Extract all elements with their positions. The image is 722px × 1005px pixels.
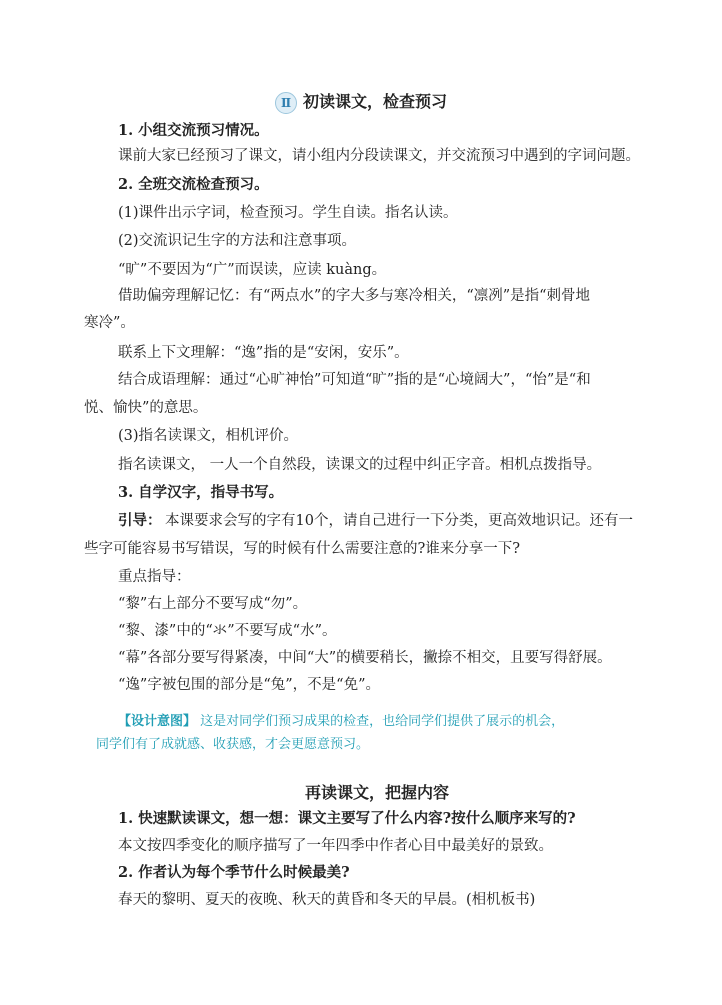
step-heading: 3. 自学汉字，指导书写。	[118, 484, 284, 501]
step-heading: 2. 作者认为每个季节什么时候最美?	[118, 864, 350, 881]
step-heading: 2. 全班交流检查预习。	[118, 176, 269, 193]
design-intent-text: 这是对同学们预习成果的检查，也给同学们提供了展示的机会，	[200, 714, 565, 729]
paragraph-line: 课前大家已经预习了课文，请小组内分段读课文，并交流预习中遇到的字词问题。	[118, 148, 640, 164]
paragraph-line: 寒冷”。	[84, 315, 135, 331]
paragraph-line: 联系上下文理解：“逸”指的是“安闲，安乐”。	[118, 345, 409, 361]
paragraph-line: (2)交流识记生字的方法和注意事项。	[118, 233, 357, 249]
section-title: 初读课文，检查预习	[303, 92, 448, 111]
paragraph-line: 些字可能容易书写错误，写的时候有什么需要注意的?谁来分享一下?	[84, 541, 521, 557]
step-heading: 1. 小组交流预习情况。	[118, 122, 269, 139]
design-intent-line	[118, 712, 564, 732]
paragraph-line: “幕”各部分要写得紧凑，中间“大”的横要稍长，撇捺不相交，且要写得舒展。	[118, 650, 612, 666]
paragraph-line: 结合成语理解：通过“心旷神怡”可知道“旷”指的是“心境阔大”，“怡”是“和	[118, 372, 591, 388]
paragraph-line: 春天的黎明、夏天的夜晚、秋天的黄昏和冬天的早晨。(相机板书)	[118, 892, 536, 908]
step-heading: 1. 快速默读课文，想一想：课文主要写了什么内容?按什么顺序来写的?	[118, 810, 576, 827]
design-intent-tag: 【设计意图】	[118, 714, 197, 729]
paragraph-line: 悦、愉快”的意思。	[84, 400, 208, 416]
section-number-badge: Ⅱ	[275, 92, 297, 114]
design-intent-line: 同学们有了成就感、收获感，才会更愿意预习。	[96, 737, 370, 752]
paragraph-line: “旷”不要因为“广”而误读，应读 kuàng。	[118, 262, 387, 278]
paragraph-line: “逸”字被包围的部分是“兔”，不是“免”。	[118, 677, 380, 693]
paragraph-line: “黎、漆”中的“氺”不要写成“水”。	[118, 623, 337, 639]
paragraph-line: (3)指名读课文，相机评价。	[118, 428, 299, 444]
paragraph-line: “黎”右上部分不要写成“勿”。	[118, 596, 308, 612]
paragraph-line: 本课要求会写的字有10个，请自己进行一下分类，更高效地识记。还有一	[165, 513, 633, 529]
paragraph-line: (1)课件出示字词，检查预习。学生自读。指名认读。	[118, 205, 458, 221]
paragraph-line: 重点指导：	[118, 569, 191, 585]
paragraph-line: 本文按四季变化的顺序描写了一年四季中作者心目中最美好的景致。	[118, 838, 553, 854]
section-title: 再读课文，把握内容	[305, 783, 450, 802]
paragraph-line: 借助偏旁理解记忆：有“两点水”的字大多与寒冷相关，“凛冽”是指“刺骨地	[118, 288, 591, 304]
paragraph-line: 指名读课文， 一人一个自然段，读课文的过程中纠正字音。相机点拨指导。	[118, 457, 602, 473]
guide-label: 引导：	[118, 512, 162, 529]
